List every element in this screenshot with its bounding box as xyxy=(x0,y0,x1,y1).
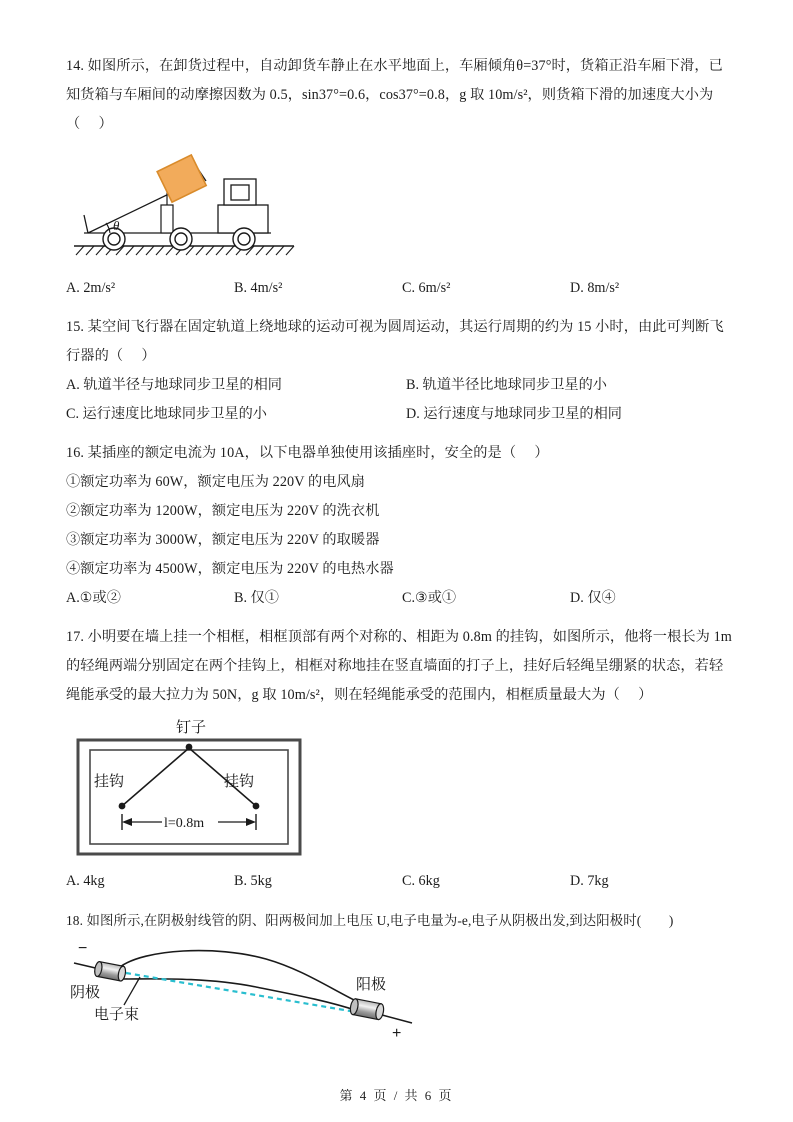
question-16-line-1: 16. 某插座的额定电流为 10A，以下电器单独使用该插座时，安全的是（ ） xyxy=(66,445,549,461)
hook-label-right: 挂钩 xyxy=(224,773,255,790)
question-16-item-3: ③额定功率为 3000W，额定电压为 220V 的取暖器 xyxy=(66,532,380,548)
question-18 xyxy=(66,906,735,1044)
hook-label-left: 挂钩 xyxy=(94,773,125,790)
plus-sign-label: + xyxy=(392,1025,402,1042)
option-b[interactable]: B. 5kg xyxy=(234,873,272,889)
question-18-line-1: 18. 如图所示,在阴极射线管的阴、阳两极间加上电压 U,电子电量为-e,电子从阴极出发,到达阳极时( ) xyxy=(66,913,674,928)
question-14-line-1: 14. 如图所示，在卸货过程中，自动卸货车静止在水平地面上，车厢倾角θ=37°时，货箱正沿车厢下滑，已 xyxy=(66,58,723,74)
option-d[interactable]: D. 仅④ xyxy=(570,590,616,606)
page-footer: 第 4 页 / 共 6 页 xyxy=(339,1088,454,1103)
question-16-item-1: ①额定功率为 60W，额定电压为 220V 的电风扇 xyxy=(66,474,366,490)
nail-label: 钉子 xyxy=(176,719,207,736)
question-16 xyxy=(66,439,735,613)
question-16-item-4: ④额定功率为 4500W，额定电压为 220V 的电热水器 xyxy=(66,561,394,577)
question-14 xyxy=(66,52,735,303)
question-14-line-2: 知货箱与车厢间的动摩擦因数为 0.5，sin37°=0.6，cos37°=0.8，g 取 10m/s²，则货箱下滑的加速度大小为 xyxy=(66,87,714,103)
option-b[interactable]: B. 轨道半径比地球同步卫星的小 xyxy=(406,377,607,393)
option-a[interactable]: A. 4kg xyxy=(66,873,105,889)
question-17 xyxy=(66,623,735,896)
option-a[interactable]: A. 2m/s² xyxy=(66,280,116,296)
picture-frame-figure xyxy=(66,716,735,861)
cathode-ray-tube-diagram xyxy=(66,939,426,1044)
question-15-line-1: 15. 某空间飞行器在固定轨道上绕地球的运动可视为圆周运动，其运行周期的约为 15 小时，由此可判断飞 xyxy=(66,319,724,335)
option-c[interactable]: C.③或① xyxy=(402,590,457,606)
question-15-options-row-1 xyxy=(66,371,735,400)
dump-truck-diagram xyxy=(66,143,366,268)
electron-beam-label: 电子束 xyxy=(94,1006,140,1023)
question-15 xyxy=(66,313,735,429)
option-c[interactable]: C. 运行速度比地球同步卫星的小 xyxy=(66,406,267,422)
option-d[interactable]: D. 8m/s² xyxy=(570,280,620,296)
theta-angle-label: θ xyxy=(113,218,120,233)
anode-label: 阳极 xyxy=(356,976,387,993)
question-15-line-2: 行器的（ ） xyxy=(66,348,156,364)
option-c[interactable]: C. 6kg xyxy=(402,873,440,889)
option-c[interactable]: C. 6m/s² xyxy=(402,280,451,296)
option-d[interactable]: D. 运行速度与地球同步卫星的相同 xyxy=(406,406,622,422)
cathode-ray-tube-figure xyxy=(66,939,735,1044)
question-17-line-1: 17. 小明要在墙上挂一个相框，相框顶部有两个对称的、相距为 0.8m 的挂钩，如图所示，他将一根长为 1m xyxy=(66,629,732,645)
question-15-options-row-2 xyxy=(66,400,735,429)
picture-frame-diagram xyxy=(66,716,366,861)
question-17-line-2: 的轻绳两端分别固定在两个挂钩上，相框对称地挂在竖直墙面的打子上，挂好后轻绳呈绷紧的状态，若轻 xyxy=(66,658,724,674)
question-14-options xyxy=(66,274,735,303)
question-17-line-3: 绳能承受的最大拉力为 50N，g 取 10m/s²，则在轻绳能承受的范围内，相框质量最大为（ ） xyxy=(66,687,653,703)
dump-truck-figure xyxy=(66,143,735,268)
question-16-item-2: ②额定功率为 1200W，额定电压为 220V 的洗衣机 xyxy=(66,503,380,519)
question-14-line-3: （ ） xyxy=(66,116,113,132)
minus-sign-label: − xyxy=(78,940,88,957)
question-17-options xyxy=(66,867,735,896)
question-16-options xyxy=(66,584,735,613)
option-b[interactable]: B. 仅① xyxy=(234,590,279,606)
option-d[interactable]: D. 7kg xyxy=(570,873,609,889)
cathode-label: 阴极 xyxy=(70,984,101,1001)
dimension-label: l=0.8m xyxy=(164,816,205,831)
option-b[interactable]: B. 4m/s² xyxy=(234,280,283,296)
option-a[interactable]: A. 轨道半径与地球同步卫星的相同 xyxy=(66,377,282,393)
option-a[interactable]: A.①或② xyxy=(66,590,121,606)
